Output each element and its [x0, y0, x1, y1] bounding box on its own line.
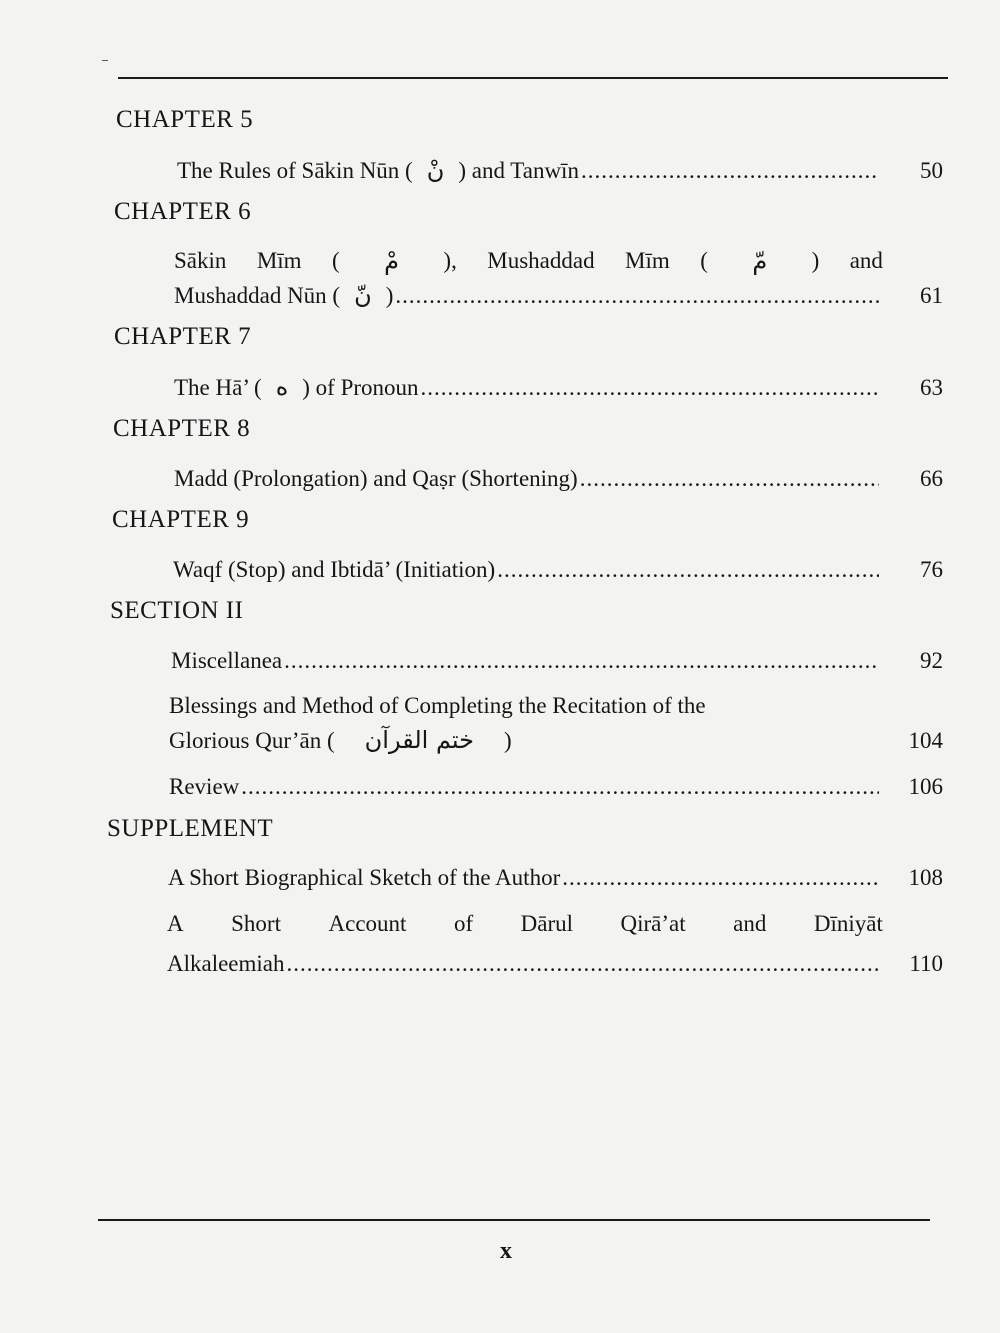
- page-number: 61: [920, 283, 943, 308]
- arabic-ha: ه: [275, 373, 289, 401]
- page-number: 63: [920, 375, 943, 400]
- page-number: 104: [908, 728, 943, 753]
- arabic-nun-sakin: نْ: [426, 156, 445, 184]
- heading-supplement: SUPPLEMENT: [107, 815, 274, 842]
- dot-leader: [581, 154, 879, 188]
- page-number: 50: [920, 158, 943, 183]
- dot-leader: [284, 644, 879, 678]
- folio-number: x: [500, 1238, 512, 1264]
- heading-chapter-7: CHAPTER 7: [114, 323, 252, 350]
- toc-entry-sakin-mim: Sākin Mīm ( مْ ), Mushaddad Mīm ( مّ ) and Mushaddad Nūn ( نّ ) ..... 61: [174, 244, 943, 313]
- dot-leader: [395, 279, 879, 313]
- page-number: 66: [920, 466, 943, 491]
- arabic-nun-mushaddad: نّ: [354, 281, 372, 309]
- scan-mark: [102, 60, 108, 61]
- dot-leader: [287, 947, 879, 981]
- dot-leader: [497, 553, 879, 587]
- heading-chapter-6: CHAPTER 6: [114, 198, 252, 225]
- heading-section-2: SECTION II: [110, 597, 244, 624]
- page-number: 106: [908, 774, 943, 799]
- top-rule: [118, 77, 948, 79]
- arabic-khatm-quran: ختم القرآن: [364, 726, 474, 754]
- arabic-mim-sakin: مْ: [384, 247, 399, 275]
- dot-leader: [562, 861, 879, 895]
- dot-leader: [421, 371, 879, 405]
- toc-entry-darul-qiraat: A Short Account of Dārul Qirā’at and Dīniyāt Alkaleemiah ..... 110: [167, 907, 943, 981]
- toc-entry-blessings: Blessings and Method of Completing the Recitation of the Glorious Qur’ān ( ختم القرآن ) 104: [169, 689, 943, 758]
- toc-entry-biography: A Short Biographical Sketch of the Author ..... 108: [168, 861, 943, 895]
- heading-chapter-8: CHAPTER 8: [113, 415, 251, 442]
- page-number: 92: [920, 648, 943, 673]
- page-number: 108: [908, 865, 943, 890]
- bottom-rule: [98, 1219, 930, 1221]
- dot-leader: [580, 462, 879, 496]
- dot-leader: [241, 770, 879, 804]
- toc-entry-waqf: Waqf (Stop) and Ibtidā’ (Initiation) ..... 76: [173, 553, 943, 587]
- toc-entry-sakin-nun: The Rules of Sākin Nūn ( نْ ) and Tanwīn ..... 50: [177, 153, 943, 188]
- toc-entry-madd: Madd (Prolongation) and Qaṣr (Shortening) ..... 66: [174, 462, 943, 496]
- heading-chapter-9: CHAPTER 9: [112, 506, 250, 533]
- toc-entry-ha-pronoun: The Hā’ ( ه ) of Pronoun ..... 63: [174, 370, 943, 405]
- page-number: 110: [909, 951, 943, 976]
- toc-entry-miscellanea: Miscellanea ..... 92: [171, 644, 943, 678]
- heading-chapter-5: CHAPTER 5: [116, 106, 254, 133]
- toc-entry-review: Review ..... 106: [169, 770, 943, 804]
- page-number: 76: [920, 557, 943, 582]
- arabic-mim-mushaddad: مّ: [752, 247, 768, 275]
